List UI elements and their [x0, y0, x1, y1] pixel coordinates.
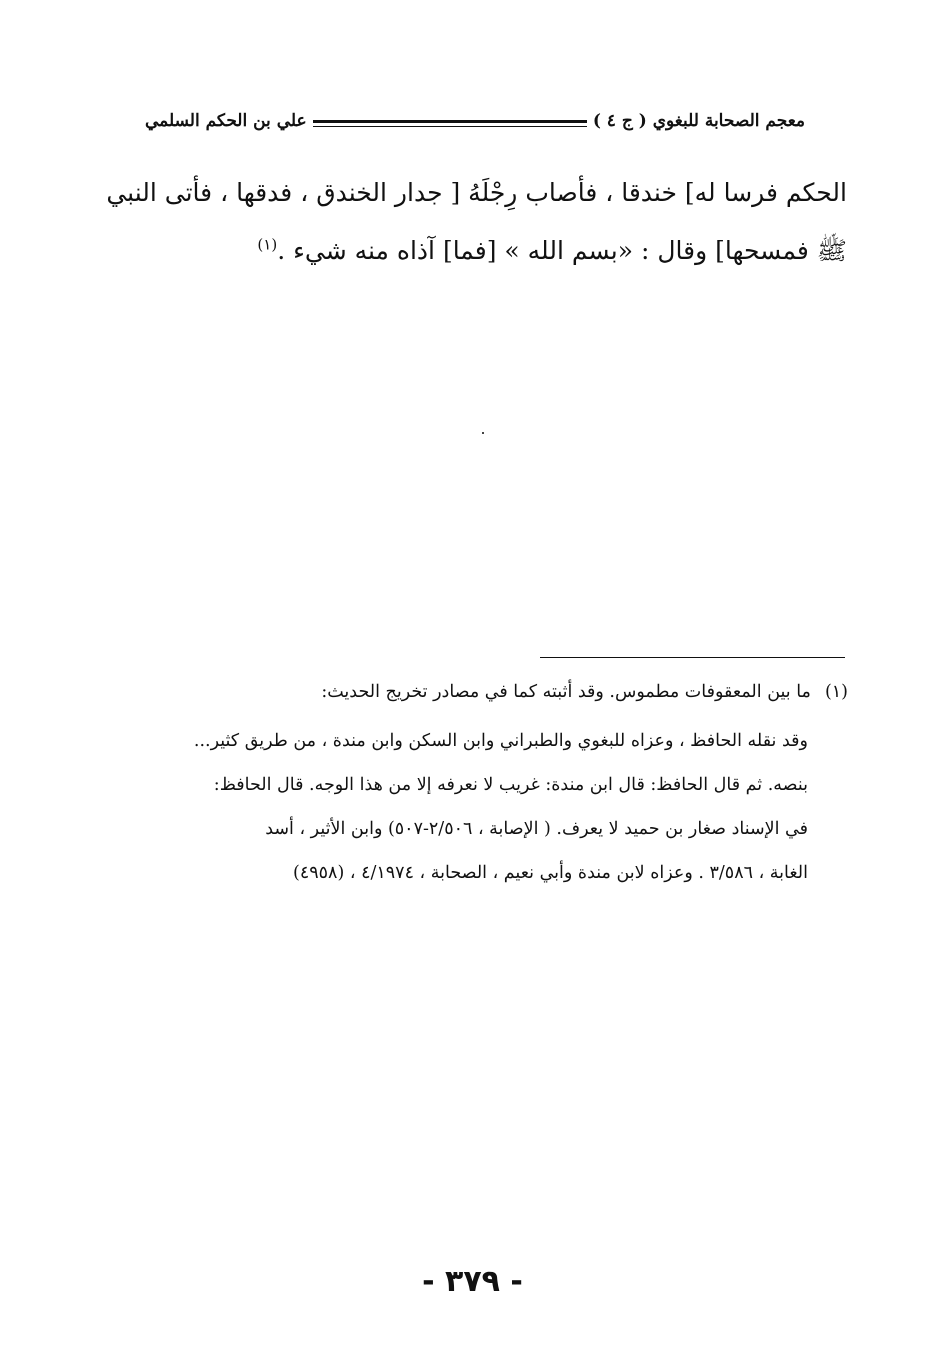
footnote-text: ما بين المعقوفات مطموس. وقد أثبته كما في مصادر تخريج الحديث: [321, 682, 811, 702]
footnote-first-line [128, 675, 848, 709]
footnote-line: الغابة ، ٣/٥٨٦ . وعزاه لابن مندة وأبي نعيم ، الصحابة ، ٤/١٩٧٤ ، (٤٩٥٨) [293, 863, 808, 883]
footnote-number: (١) [824, 682, 848, 702]
footnote-separator [540, 657, 845, 658]
header-entry-name: علي بن الحكم السلمي [145, 111, 307, 131]
page-number: - ٣٧٩ - [422, 1264, 523, 1299]
scan-speck [482, 432, 484, 434]
main-text-line: الحكم فرسا له] خندقا ، فأصاب رِجْلَهُ [ جدار الخندق ، فدقها ، فأتى النبي [106, 178, 847, 207]
header-rule [313, 120, 587, 123]
main-text [106, 164, 847, 280]
footnote-line: في الإسناد صغار بن حميد لا يعرف. ( الإصابة ، ٢/٥٠٦-٥٠٧) وابن الأثير ، أسد [265, 819, 808, 839]
footnote-body [128, 719, 848, 895]
main-text-line [125, 222, 847, 280]
main-text-line-content: ﷺ فمسحها] وقال : «بسم الله » [فما] آذاه منه شيء . [277, 236, 847, 265]
footnote-line: وقد نقله الحافظ ، وعزاه للبغوي والطبراني وابن السكن وابن مندة ، من طريق كثير... [193, 731, 808, 751]
footnotes [128, 675, 848, 895]
footnote-reference: (١) [257, 235, 278, 254]
footnote-line: بنصه. ثم قال الحافظ: قال ابن مندة: غريب لا نعرفه إلا من هذا الوجه. قال الحافظ: [213, 775, 808, 795]
running-header [145, 104, 805, 138]
header-book-title: معجم الصحابة للبغوي ( ج ٤ ) [592, 111, 805, 131]
